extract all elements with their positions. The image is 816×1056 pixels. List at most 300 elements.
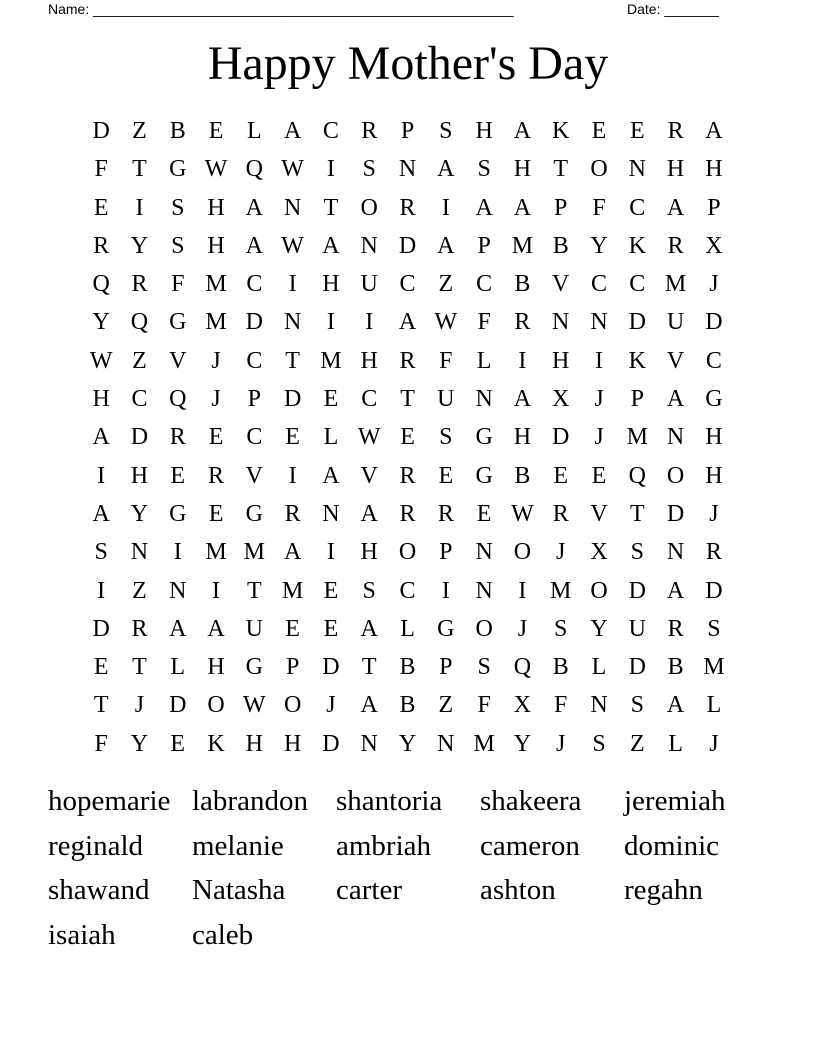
grid-letter: B bbox=[514, 271, 531, 298]
grid-letter: A bbox=[475, 194, 493, 221]
grid-letter: A bbox=[283, 539, 302, 566]
grid-letter: F bbox=[592, 194, 606, 221]
grid-letter: R bbox=[169, 424, 186, 451]
grid-letter: D bbox=[705, 309, 723, 336]
word-list-item: Natasha bbox=[192, 874, 286, 907]
grid-letter: U bbox=[628, 615, 646, 642]
grid-letter: N bbox=[552, 309, 570, 336]
grid-letter: T bbox=[553, 156, 569, 183]
grid-letter: W bbox=[434, 309, 458, 336]
grid-letter: J bbox=[517, 615, 528, 642]
grid-letter: K bbox=[207, 730, 225, 757]
grid-letter: N bbox=[322, 500, 340, 527]
grid-letter: C bbox=[399, 271, 416, 298]
grid-letter: M bbox=[205, 309, 227, 336]
grid-letter: M bbox=[205, 539, 227, 566]
grid-letter: A bbox=[666, 577, 685, 604]
grid-letter: L bbox=[668, 730, 683, 757]
grid-letter: F bbox=[439, 347, 453, 374]
word-list-item: reginald bbox=[48, 829, 144, 862]
word-list-item: cameron bbox=[480, 829, 580, 862]
grid-letter: W bbox=[357, 424, 381, 451]
grid-letter: T bbox=[361, 654, 377, 681]
grid-letter: M bbox=[550, 577, 572, 604]
grid-letter: V bbox=[552, 271, 570, 298]
grid-letter: L bbox=[247, 118, 262, 144]
grid-letter: F bbox=[94, 156, 108, 183]
grid-letter: I bbox=[135, 194, 144, 221]
grid-letter: O bbox=[360, 194, 378, 221]
grid-letter: L bbox=[591, 654, 607, 681]
grid-letter: E bbox=[170, 462, 186, 489]
grid-letter: Q bbox=[169, 386, 187, 413]
grid-letter: N bbox=[590, 692, 608, 719]
grid-letter: Y bbox=[130, 730, 149, 757]
grid-letter: B bbox=[399, 654, 416, 681]
grid-letter: B bbox=[552, 232, 569, 259]
grid-letter: D bbox=[628, 309, 646, 336]
grid-letter: N bbox=[475, 386, 493, 413]
grid-letter: I bbox=[326, 156, 335, 183]
grid-letter: J bbox=[594, 424, 604, 451]
grid-letter: R bbox=[361, 118, 378, 144]
grid-letter: B bbox=[514, 462, 531, 489]
grid-letter: S bbox=[362, 156, 376, 183]
grid-letter: L bbox=[170, 654, 186, 681]
grid-letter: W bbox=[89, 347, 113, 374]
grid-letter: C bbox=[476, 271, 493, 298]
grid-letter: S bbox=[630, 539, 644, 566]
grid-letter: A bbox=[513, 118, 532, 144]
grid-letter: F bbox=[477, 692, 491, 719]
grid-letter: G bbox=[437, 615, 455, 642]
grid-letter: G bbox=[705, 386, 723, 413]
grid-letter: T bbox=[323, 194, 339, 221]
grid-letter: R bbox=[667, 118, 684, 144]
grid-letter: D bbox=[628, 577, 646, 604]
grid-letter: T bbox=[629, 500, 645, 527]
grid-letter: A bbox=[666, 386, 685, 413]
grid-letter: Q bbox=[628, 462, 646, 489]
grid-letter: L bbox=[400, 615, 415, 642]
grid-letter: V bbox=[360, 462, 378, 489]
word-list-item: carter bbox=[336, 874, 402, 907]
grid-letter: A bbox=[705, 118, 723, 144]
word-list-item: ambriah bbox=[336, 829, 432, 862]
grid-letter: P bbox=[439, 654, 453, 681]
grid-letter: E bbox=[170, 730, 186, 757]
grid-letter: Q bbox=[92, 271, 110, 298]
grid-letter: O bbox=[590, 156, 608, 183]
grid-letter: G bbox=[245, 500, 263, 527]
grid-letter: Z bbox=[132, 347, 147, 374]
grid-letter: J bbox=[709, 730, 719, 757]
grid-letter: Z bbox=[629, 730, 645, 757]
grid-letter: E bbox=[93, 194, 109, 221]
grid-letter: J bbox=[594, 386, 604, 413]
grid-letter: H bbox=[360, 347, 378, 374]
grid-letter: H bbox=[92, 386, 110, 413]
grid-letter: J bbox=[211, 386, 221, 413]
grid-letter: Y bbox=[590, 615, 608, 642]
grid-letter: F bbox=[171, 271, 185, 298]
grid-letter: B bbox=[399, 692, 416, 719]
word-list-item: shantoria bbox=[336, 785, 443, 817]
grid-letter: N bbox=[590, 309, 608, 336]
grid-letter: I bbox=[288, 462, 297, 489]
word-list bbox=[48, 782, 768, 961]
grid-letter: C bbox=[591, 271, 608, 298]
grid-letter: I bbox=[441, 194, 450, 221]
grid-letter: W bbox=[204, 156, 228, 183]
grid-letter: H bbox=[475, 118, 493, 144]
grid-letter: Z bbox=[438, 692, 454, 719]
grid-letter: S bbox=[630, 692, 644, 719]
grid-letter: N bbox=[437, 730, 455, 757]
grid-letter: Y bbox=[130, 232, 149, 259]
grid-letter: W bbox=[281, 232, 304, 259]
grid-letter: E bbox=[208, 424, 224, 451]
grid-letter: I bbox=[173, 539, 182, 566]
grid-letter: K bbox=[552, 118, 570, 144]
grid-letter: L bbox=[476, 347, 492, 374]
word-list-item: labrandon bbox=[192, 785, 308, 817]
grid-letter: H bbox=[207, 654, 225, 681]
grid-letter: P bbox=[439, 539, 453, 566]
grid-letter: G bbox=[245, 654, 263, 681]
page-title: Happy Mother's Day bbox=[207, 37, 609, 90]
grid-letter: E bbox=[438, 462, 454, 489]
grid-letter: P bbox=[630, 386, 644, 413]
name-field: Name: ______________________________________________________ bbox=[48, 1, 514, 17]
grid-letter: O bbox=[207, 692, 225, 719]
grid-letter: N bbox=[283, 194, 302, 221]
grid-letter: N bbox=[475, 539, 493, 566]
grid-letter: U bbox=[360, 271, 378, 298]
grid-letter: H bbox=[552, 347, 570, 374]
grid-letter: E bbox=[323, 615, 339, 642]
grid-letter: M bbox=[281, 577, 304, 604]
grid-letter: I bbox=[288, 271, 297, 298]
grid-letter: E bbox=[285, 424, 300, 451]
grid-letter: A bbox=[322, 232, 340, 259]
grid-letter: D bbox=[552, 424, 570, 451]
word-list-item: jeremiah bbox=[624, 785, 726, 817]
grid-letter: G bbox=[475, 462, 493, 489]
grid-letter: R bbox=[552, 500, 569, 527]
grid-letter: R bbox=[399, 500, 416, 527]
grid-letter: V bbox=[666, 347, 685, 374]
grid-letter: Z bbox=[438, 271, 454, 298]
grid-letter: D bbox=[398, 232, 417, 259]
word-list-item: shakeera bbox=[480, 785, 582, 817]
grid-letter: R bbox=[667, 232, 684, 259]
grid-letter: P bbox=[400, 118, 415, 144]
grid-letter: E bbox=[553, 462, 569, 489]
grid-letter: E bbox=[323, 577, 339, 604]
grid-letter: S bbox=[592, 730, 606, 757]
grid-letter: H bbox=[207, 194, 225, 221]
grid-letter: M bbox=[320, 347, 342, 374]
grid-letter: E bbox=[93, 654, 109, 681]
grid-letter: T bbox=[285, 347, 300, 374]
grid-letter: M bbox=[664, 271, 687, 298]
grid-letter: O bbox=[666, 462, 685, 489]
grid-letter: R bbox=[667, 615, 684, 642]
grid-letter: M bbox=[703, 654, 725, 681]
grid-letter: S bbox=[362, 577, 376, 604]
grid-letter: Q bbox=[513, 654, 532, 681]
grid-letter: S bbox=[439, 424, 453, 451]
word-list-item: caleb bbox=[192, 919, 254, 952]
grid-letter: P bbox=[477, 232, 491, 259]
grid-letter: I bbox=[595, 347, 603, 374]
grid-letter: O bbox=[590, 577, 608, 604]
grid-letter: S bbox=[171, 194, 185, 221]
grid-letter: C bbox=[322, 118, 339, 144]
word-list-item: ashton bbox=[480, 874, 556, 907]
grid-letter: C bbox=[246, 424, 263, 451]
grid-letter: P bbox=[285, 654, 300, 681]
grid-letter: P bbox=[554, 194, 568, 221]
grid-letter: H bbox=[245, 730, 263, 757]
grid-letter: R bbox=[131, 615, 148, 642]
grid-letter: T bbox=[247, 577, 262, 604]
grid-letter: G bbox=[475, 424, 493, 451]
grid-letter: P bbox=[247, 386, 262, 413]
grid-letter: X bbox=[552, 386, 570, 413]
grid-letter: A bbox=[513, 194, 532, 221]
grid-letter: H bbox=[283, 730, 302, 757]
grid-letter: H bbox=[513, 156, 532, 183]
grid-letter: J bbox=[709, 500, 719, 527]
grid-letter: X bbox=[513, 692, 532, 719]
grid-letter: C bbox=[705, 347, 722, 374]
grid-letter: H bbox=[513, 424, 532, 451]
grid-letter: J bbox=[211, 347, 221, 374]
grid-letter: D bbox=[322, 730, 340, 757]
grid-letter: H bbox=[705, 462, 723, 489]
grid-letter: E bbox=[400, 424, 415, 451]
grid-letter: D bbox=[169, 692, 187, 719]
grid-letter: C bbox=[629, 194, 646, 221]
grid-letter: I bbox=[441, 577, 450, 604]
grid-letter: V bbox=[169, 347, 187, 374]
grid-letter: I bbox=[326, 539, 335, 566]
grid-letter: R bbox=[284, 500, 301, 527]
grid-letter: A bbox=[245, 232, 263, 259]
word-list-item: melanie bbox=[192, 829, 284, 862]
grid-letter: M bbox=[205, 271, 227, 298]
grid-letter: Y bbox=[130, 500, 149, 527]
grid-letter: A bbox=[92, 424, 110, 451]
grid-letter: X bbox=[705, 232, 723, 259]
grid-letter: Z bbox=[132, 577, 147, 604]
grid-letter: D bbox=[92, 615, 110, 642]
grid-letter: I bbox=[518, 577, 527, 604]
grid-letter: R bbox=[705, 539, 722, 566]
grid-letter: N bbox=[283, 309, 302, 336]
grid-letter: A bbox=[666, 194, 685, 221]
grid-letter: H bbox=[207, 232, 225, 259]
grid-letter: A bbox=[360, 615, 378, 642]
grid-letter: D bbox=[628, 654, 646, 681]
grid-letter: F bbox=[94, 730, 108, 757]
grid-letter: T bbox=[93, 692, 109, 719]
word-list-item: hopemarie bbox=[48, 785, 171, 817]
grid-letter: A bbox=[283, 118, 302, 144]
grid-letter: N bbox=[130, 539, 149, 566]
grid-letter: D bbox=[283, 386, 302, 413]
grid-letter: R bbox=[514, 309, 531, 336]
grid-letter: N bbox=[398, 156, 417, 183]
grid-letter: D bbox=[130, 424, 149, 451]
grid-letter: D bbox=[322, 654, 340, 681]
grid-letter: E bbox=[476, 500, 492, 527]
grid-letter: R bbox=[131, 271, 148, 298]
grid-letter: D bbox=[245, 309, 263, 336]
grid-letter: F bbox=[554, 692, 568, 719]
grid-letter: C bbox=[131, 386, 148, 413]
grid-letter: O bbox=[513, 539, 532, 566]
grid-letter: T bbox=[400, 386, 415, 413]
grid-letter: A bbox=[92, 500, 110, 527]
grid-letter: R bbox=[399, 462, 416, 489]
word-search-grid bbox=[82, 112, 733, 763]
date-field: Date: _______ bbox=[627, 1, 719, 17]
grid-letter: X bbox=[590, 539, 608, 566]
grid-letter: R bbox=[437, 500, 454, 527]
grid-letter: H bbox=[322, 271, 340, 298]
grid-letter: E bbox=[591, 462, 607, 489]
grid-letter: P bbox=[707, 194, 721, 221]
grid-letter: K bbox=[628, 347, 646, 374]
grid-letter: N bbox=[475, 577, 493, 604]
grid-letter: N bbox=[360, 730, 378, 757]
grid-letter: A bbox=[513, 386, 532, 413]
grid-letter: N bbox=[666, 424, 685, 451]
grid-letter: I bbox=[97, 577, 106, 604]
grid-letter: W bbox=[243, 692, 266, 719]
grid-letter: T bbox=[132, 654, 147, 681]
grid-letter: N bbox=[628, 156, 646, 183]
grid-letter: Z bbox=[132, 118, 147, 144]
grid-letter: N bbox=[666, 539, 685, 566]
grid-letter: G bbox=[169, 156, 187, 183]
grid-letter: Y bbox=[398, 730, 417, 757]
grid-letter: G bbox=[169, 309, 187, 336]
grid-letter: O bbox=[398, 539, 417, 566]
word-list-item: shawand bbox=[48, 874, 150, 907]
grid-letter: O bbox=[283, 692, 302, 719]
grid-letter: A bbox=[207, 615, 225, 642]
grid-letter: H bbox=[705, 424, 723, 451]
grid-letter: D bbox=[705, 577, 723, 604]
grid-letter: I bbox=[326, 309, 335, 336]
grid-letter: A bbox=[360, 692, 378, 719]
grid-letter: J bbox=[556, 730, 566, 757]
grid-letter: Y bbox=[92, 309, 110, 336]
grid-letter: U bbox=[245, 615, 263, 642]
grid-letter: A bbox=[398, 309, 417, 336]
grid-letter: C bbox=[246, 347, 263, 374]
grid-letter: R bbox=[399, 194, 416, 221]
grid-letter: M bbox=[243, 539, 265, 566]
grid-letter: T bbox=[132, 156, 147, 183]
grid-letter: Q bbox=[245, 156, 263, 183]
grid-letter: H bbox=[360, 539, 378, 566]
grid-letter: H bbox=[666, 156, 685, 183]
grid-letter: C bbox=[629, 271, 646, 298]
grid-letter: U bbox=[437, 386, 455, 413]
grid-letter: R bbox=[208, 462, 225, 489]
grid-letter: S bbox=[94, 539, 108, 566]
grid-letter: Y bbox=[590, 232, 608, 259]
grid-letter: E bbox=[591, 118, 607, 144]
grid-letter: J bbox=[556, 539, 566, 566]
grid-letter: K bbox=[628, 232, 646, 259]
grid-letter: M bbox=[473, 730, 495, 757]
grid-letter: A bbox=[666, 692, 685, 719]
grid-letter: I bbox=[212, 577, 221, 604]
grid-letter: F bbox=[477, 309, 491, 336]
grid-letter: N bbox=[360, 232, 378, 259]
grid-letter: S bbox=[554, 615, 568, 642]
word-list-item: dominic bbox=[624, 829, 720, 862]
grid-letter: J bbox=[709, 271, 719, 298]
grid-letter: V bbox=[590, 500, 608, 527]
grid-letter: C bbox=[399, 577, 416, 604]
grid-letter: L bbox=[323, 424, 339, 451]
grid-letter: I bbox=[365, 309, 374, 336]
grid-letter: W bbox=[281, 156, 304, 183]
grid-letter: A bbox=[169, 615, 187, 642]
grid-letter: W bbox=[511, 500, 534, 527]
grid-letter: C bbox=[246, 271, 263, 298]
grid-letter: M bbox=[626, 424, 648, 451]
grid-letter: A bbox=[360, 500, 378, 527]
word-list-item: regahn bbox=[624, 874, 703, 907]
grid-letter: C bbox=[361, 386, 378, 413]
grid-letter: V bbox=[245, 462, 263, 489]
grid-letter: Y bbox=[513, 730, 532, 757]
grid-letter: J bbox=[134, 692, 145, 719]
grid-letter: I bbox=[518, 347, 527, 374]
grid-letter: A bbox=[245, 194, 263, 221]
grid-letter: B bbox=[667, 654, 684, 681]
grid-letter: R bbox=[93, 232, 110, 259]
grid-letter: A bbox=[437, 156, 455, 183]
grid-letter: S bbox=[707, 615, 721, 642]
grid-letter: A bbox=[437, 232, 455, 259]
grid-letter: D bbox=[666, 500, 685, 527]
grid-letter: A bbox=[322, 462, 340, 489]
grid-letter: E bbox=[285, 615, 300, 642]
grid-letter: B bbox=[169, 118, 186, 144]
grid-letter: I bbox=[97, 462, 106, 489]
grid-letter: U bbox=[666, 309, 685, 336]
grid-letter: L bbox=[706, 692, 722, 719]
word-list-item: isaiah bbox=[48, 919, 116, 952]
grid-letter: O bbox=[475, 615, 493, 642]
grid-letter: J bbox=[326, 692, 336, 719]
grid-letter: S bbox=[477, 654, 491, 681]
grid-letter: S bbox=[171, 232, 185, 259]
grid-letter: B bbox=[552, 654, 569, 681]
grid-letter: H bbox=[705, 156, 723, 183]
grid-letter: Q bbox=[130, 309, 149, 336]
grid-letter: E bbox=[323, 386, 339, 413]
